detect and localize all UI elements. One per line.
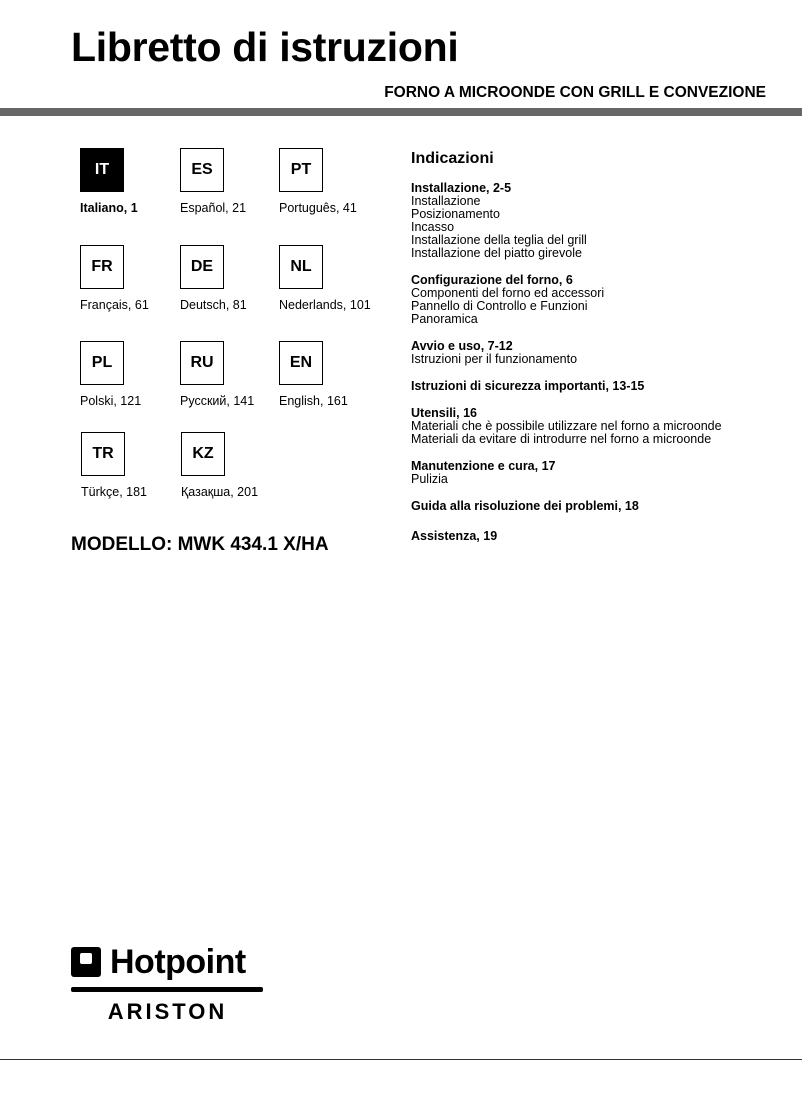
toc-section-title[interactable]: Istruzioni di sicurezza importanti, 13-15 [411, 379, 645, 393]
toc-section-title[interactable]: Assistenza, 19 [411, 529, 498, 543]
toc-section [411, 339, 791, 366]
toc-item: Pulizia [411, 472, 448, 486]
toc-section [411, 379, 791, 393]
language-fr[interactable] [80, 245, 190, 312]
language-es[interactable] [180, 148, 290, 215]
toc-item: Installazione [411, 194, 481, 208]
toc-item: Incasso [411, 220, 455, 234]
table-of-contents [411, 150, 791, 554]
toc-item: Componenti del forno ed accessori [411, 286, 605, 300]
language-code-box: FR [80, 245, 124, 289]
toc-section [411, 181, 791, 260]
brand-logo [71, 944, 264, 1025]
language-code-box: IT [80, 148, 124, 192]
brand-subname: ARISTON [107, 999, 228, 1024]
brand-row [71, 944, 264, 980]
language-kz[interactable] [181, 432, 291, 499]
toc-heading: Indicazioni [411, 150, 494, 167]
toc-item: Installazione del piatto girevole [411, 246, 582, 260]
header-divider [0, 108, 802, 116]
language-label: Español, 21 [180, 201, 247, 215]
hotpoint-logo-icon [71, 947, 101, 977]
language-label: Français, 61 [80, 298, 149, 312]
language-label: Deutsch, 81 [180, 298, 247, 312]
language-pt[interactable] [279, 148, 389, 215]
toc-section [411, 499, 791, 513]
footer-divider [0, 1059, 802, 1060]
brand-name: Hotpoint [110, 943, 246, 981]
language-code-box: DE [180, 245, 224, 289]
language-label: Қазақша, 201 [181, 485, 259, 499]
toc-item: Installazione della teglia del grill [411, 233, 587, 247]
language-code-box: RU [180, 341, 224, 385]
toc-section [411, 273, 791, 326]
language-code-box: EN [279, 341, 323, 385]
language-code-box: KZ [181, 432, 225, 476]
language-label: English, 161 [279, 394, 348, 408]
language-label: Polski, 121 [80, 394, 142, 408]
language-en[interactable] [279, 341, 389, 408]
toc-item: Pannello di Controllo e Funzioni [411, 299, 588, 313]
toc-item: Posizionamento [411, 207, 500, 221]
language-de[interactable] [180, 245, 290, 312]
toc-section-title[interactable]: Utensili, 16 [411, 406, 477, 420]
language-label: Türkçe, 181 [81, 485, 148, 499]
toc-section [411, 459, 791, 486]
toc-item: Materiali da evitare di introdurre nel forno a microonde [411, 432, 712, 446]
language-pl[interactable] [80, 341, 190, 408]
language-code-box: NL [279, 245, 323, 289]
brand-bar [71, 987, 263, 992]
language-nl[interactable] [279, 245, 389, 312]
language-it[interactable] [80, 148, 190, 215]
toc-item: Panoramica [411, 312, 478, 326]
language-code-box: ES [180, 148, 224, 192]
language-label: Русский, 141 [180, 394, 255, 408]
language-label: Nederlands, 101 [279, 298, 371, 312]
language-label: Italiano, 1 [80, 201, 138, 215]
toc-item: Istruzioni per il funzionamento [411, 352, 578, 366]
language-code-box: PL [80, 341, 124, 385]
toc-section-title[interactable]: Installazione, 2-5 [411, 181, 512, 195]
toc-section [411, 406, 791, 446]
toc-item: Materiali che è possibile utilizzare nel forno a microonde [411, 419, 722, 433]
language-label: Português, 41 [279, 201, 357, 215]
document-title: Libretto di istruzioni [71, 24, 459, 70]
language-code-box: TR [81, 432, 125, 476]
toc-section [411, 529, 791, 543]
toc-section-title[interactable]: Configurazione del forno, 6 [411, 273, 573, 287]
toc-section-title[interactable]: Avvio e uso, 7-12 [411, 339, 513, 353]
toc-section-title[interactable]: Guida alla risoluzione dei problemi, 18 [411, 499, 639, 513]
language-ru[interactable] [180, 341, 290, 408]
model-number: MODELLO: MWK 434.1 X/HA [71, 534, 329, 555]
language-code-box: PT [279, 148, 323, 192]
toc-section-title[interactable]: Manutenzione e cura, 17 [411, 459, 556, 473]
product-subtitle: FORNO A MICROONDE CON GRILL E CONVEZIONE [384, 84, 766, 101]
language-tr[interactable] [81, 432, 191, 499]
